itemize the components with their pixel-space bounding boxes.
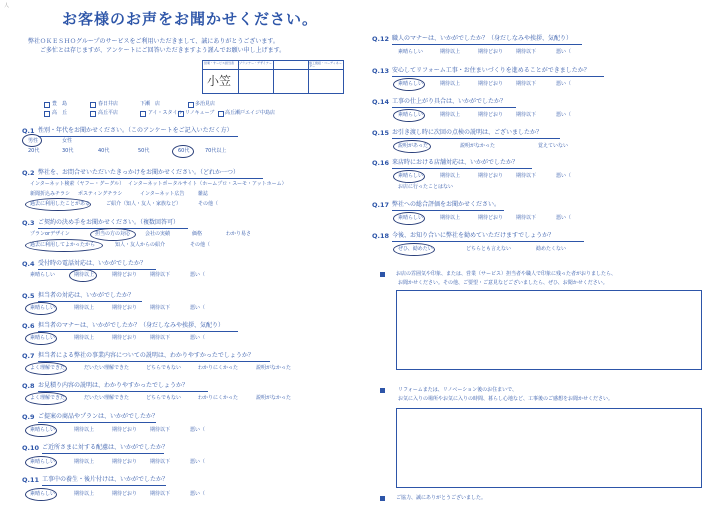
q4-opt[interactable]: 悪い（ bbox=[190, 272, 206, 278]
q8-opt[interactable]: 説明がなかった bbox=[256, 395, 292, 401]
q3-opt[interactable]: その他（ bbox=[190, 242, 211, 248]
answer-circle bbox=[25, 392, 67, 405]
q9-opt[interactable]: 期待以上 bbox=[74, 427, 95, 433]
q13-opt[interactable]: 期待以下 bbox=[516, 81, 537, 87]
answer-circle bbox=[25, 362, 67, 375]
q4-opt[interactable]: 素晴らしい bbox=[30, 272, 56, 278]
answer-circle bbox=[25, 239, 103, 252]
q11-opt[interactable]: 素晴らしい bbox=[30, 491, 56, 497]
free2-textbox[interactable] bbox=[396, 408, 702, 488]
q18-number: Q.18 bbox=[372, 232, 390, 240]
q10-underline bbox=[42, 453, 164, 454]
q6-text: 担当者のマナーは、いかがでしたか？（身だしなみや挨拶、気配り） bbox=[38, 322, 225, 329]
q10-opt[interactable]: 悪い（ bbox=[190, 459, 206, 465]
q17-opt[interactable]: 期待以下 bbox=[516, 215, 537, 221]
free2-prompt-1: リフォームまたは、リノベーション後のお住まいで、 bbox=[398, 387, 518, 393]
branch-label: 春日井店 bbox=[98, 101, 119, 107]
answer-circle bbox=[25, 302, 57, 315]
q13-number: Q.13 bbox=[372, 67, 390, 75]
q4-opt[interactable]: 期待どおり bbox=[112, 272, 138, 278]
q8-number: Q.8 bbox=[22, 382, 35, 390]
answer-circle bbox=[25, 198, 91, 211]
q2-opt[interactable]: 過去に利用したことがある bbox=[30, 201, 91, 207]
q5-opt[interactable]: 悪い（ bbox=[190, 305, 206, 311]
q9-underline bbox=[38, 422, 156, 423]
q12-opt[interactable]: 期待どおり bbox=[478, 49, 504, 55]
q13-opt[interactable]: 悪い（ bbox=[556, 81, 572, 87]
answer-circle bbox=[393, 243, 435, 256]
q3-opt[interactable]: 価格 bbox=[192, 231, 203, 237]
branch-label: 下瀬 店 bbox=[140, 101, 161, 107]
branch-checkbox[interactable] bbox=[44, 111, 50, 117]
q2-opt[interactable]: インターネット検索（ヤフー・グーグル） bbox=[30, 181, 125, 187]
q8-opt[interactable]: どちらでもない bbox=[146, 395, 181, 401]
q13-opt[interactable]: 期待以上 bbox=[440, 81, 461, 87]
q8-text: お見積り内容の説明は、わかりやすかったでしょうか？ bbox=[38, 382, 189, 389]
branch-checkbox[interactable] bbox=[44, 102, 50, 108]
q2-opt[interactable]: ご紹介（知人・友人・家族など） bbox=[106, 201, 182, 207]
q18-opt[interactable]: どちらとも言えない bbox=[466, 246, 512, 252]
q16-text: 来店時における店舗対応は、いかがでしたか？ bbox=[392, 159, 519, 166]
q9-opt[interactable]: 期待どおり bbox=[112, 427, 138, 433]
branch-label: 高丘平店 bbox=[98, 110, 119, 116]
q7-opt[interactable]: よく理解できた bbox=[30, 365, 66, 371]
q7-number: Q.7 bbox=[22, 352, 35, 360]
q2-opt[interactable]: インターネット広告 bbox=[140, 191, 185, 197]
q3-opt[interactable]: プランorデザイン bbox=[30, 231, 70, 237]
staff-col-divider bbox=[273, 61, 274, 93]
q9-opt[interactable]: 素晴らしい bbox=[30, 427, 56, 433]
page-title: お客様のお声をお聞かせください。 bbox=[62, 10, 319, 28]
q8-underline bbox=[38, 391, 208, 392]
q18-opt[interactable]: 勧めたくない bbox=[536, 246, 567, 252]
answer-circle bbox=[25, 424, 57, 437]
q6-opt[interactable]: 悪い（ bbox=[190, 335, 206, 341]
q11-opt[interactable]: 期待どおり bbox=[112, 491, 138, 497]
q1-age[interactable]: 20代 bbox=[28, 148, 40, 154]
q14-opt[interactable]: 期待以下 bbox=[516, 112, 537, 118]
answer-circle bbox=[25, 488, 57, 501]
q10-opt[interactable]: 期待以上 bbox=[74, 459, 95, 465]
q15-opt[interactable]: 説明がなかった bbox=[460, 143, 496, 149]
q16-opt[interactable]: 期待以下 bbox=[516, 173, 537, 179]
q3-text: ご契約の決め手をお聞かせください。（複数回答可） bbox=[38, 219, 180, 226]
branch-checkbox[interactable] bbox=[90, 111, 96, 117]
q10-text: ご近所さまに対する配慮は、いかがでしたか？ bbox=[42, 444, 169, 451]
q1-opt-male[interactable]: 男性 bbox=[28, 138, 39, 144]
q7-opt[interactable]: 説明がなかった bbox=[256, 365, 292, 371]
q10-opt[interactable]: 期待どおり bbox=[112, 459, 138, 465]
q1-underline bbox=[38, 136, 238, 137]
bullet-square-icon bbox=[380, 272, 385, 277]
branch-checkbox[interactable] bbox=[218, 111, 224, 117]
q4-number: Q.4 bbox=[22, 260, 35, 268]
q5-opt[interactable]: 期待以上 bbox=[74, 305, 95, 311]
q17-opt[interactable]: 期待どおり bbox=[478, 215, 504, 221]
q14-opt[interactable]: 素晴らしい bbox=[398, 112, 424, 118]
q17-number: Q.17 bbox=[372, 201, 390, 209]
corner-mark: 人 bbox=[4, 3, 10, 9]
q5-opt[interactable]: 期待どおり bbox=[112, 305, 138, 311]
q1-age[interactable]: 30代 bbox=[62, 148, 74, 154]
q2-opt[interactable]: 新聞折込みチラシ bbox=[30, 191, 71, 197]
q13-opt[interactable]: 素晴らしい bbox=[398, 81, 424, 87]
q3-number: Q.3 bbox=[22, 219, 35, 227]
q2-opt[interactable]: ポスティングチラシ bbox=[78, 191, 123, 197]
intro-line-2: ご多忙とは存じますが、アンケートにご回答いただきますよう謹んでお願い申し上げます。 bbox=[40, 47, 286, 54]
branch-checkbox[interactable] bbox=[90, 102, 96, 108]
q1-age[interactable]: 40代 bbox=[98, 148, 110, 154]
answer-circle bbox=[393, 78, 425, 91]
staff-col-divider bbox=[238, 61, 239, 93]
branch-label: 多治見店 bbox=[195, 101, 216, 107]
answer-circle bbox=[393, 170, 425, 183]
q1-opt-female[interactable]: 女性 bbox=[62, 138, 73, 144]
q10-opt[interactable]: 期待以下 bbox=[150, 459, 171, 465]
branch-checkbox[interactable] bbox=[188, 102, 194, 108]
free1-prompt-1: お店の雰囲気や印象、または、営業（サービス）担当者や職人で印象に残った者がおりましたら、 bbox=[396, 271, 617, 277]
q8-opt[interactable]: だいたい理解できた bbox=[84, 395, 130, 401]
q15-opt[interactable]: 覚えていない bbox=[538, 143, 569, 149]
q2-text: 弊社を、お問合せいただいたきっかけをお聞かせください。（どれか一つ） bbox=[38, 169, 240, 176]
q4-opt[interactable]: 期待以下 bbox=[150, 272, 171, 278]
closing-text: ご協力、誠にありがとうございました。 bbox=[396, 495, 487, 501]
q2-underline bbox=[38, 178, 263, 179]
free1-prompt-2: お聞かせください。その他、ご要望・ご意見などございましたら、ぜひ、お聞かせください。 bbox=[398, 280, 608, 286]
q2-opt[interactable]: その他（ bbox=[198, 201, 219, 207]
q11-underline bbox=[42, 485, 166, 486]
q3-opt[interactable]: 知人・友人からの紹介 bbox=[115, 242, 166, 248]
q7-text: 担当者による弊社の事業内容についての説明は、わかりやすかったでしょうか？ bbox=[38, 352, 254, 359]
q4-opt[interactable]: 期待以上 bbox=[74, 272, 95, 278]
q6-number: Q.6 bbox=[22, 322, 35, 330]
q15-text: お引き渡し時に次回の点検の説明は、ございましたか？ bbox=[392, 129, 543, 136]
branch-checkbox[interactable] bbox=[178, 111, 184, 117]
q9-opt[interactable]: 悪い（ bbox=[190, 427, 206, 433]
q14-opt[interactable]: 悪い（ bbox=[556, 112, 572, 118]
q12-underline bbox=[392, 44, 582, 45]
q5-number: Q.5 bbox=[22, 292, 35, 300]
q9-text: ご提案の商品やプランは、いかがでしたか？ bbox=[38, 413, 159, 420]
q11-opt[interactable]: 悪い（ bbox=[190, 491, 206, 497]
answer-circle bbox=[172, 145, 194, 158]
q12-number: Q.12 bbox=[372, 35, 390, 43]
q16-opt[interactable]: 期待以上 bbox=[440, 173, 461, 179]
branch-checkbox[interactable] bbox=[140, 111, 146, 117]
q5-text: 担当者の対応は、いかがでしたか？ bbox=[38, 292, 135, 299]
q2-opt[interactable]: 雑誌 bbox=[198, 191, 209, 197]
q14-number: Q.14 bbox=[372, 98, 390, 106]
staff-name-handwritten: 小笠 bbox=[207, 74, 232, 88]
q6-opt[interactable]: 期待以上 bbox=[74, 335, 95, 341]
staff-table bbox=[202, 60, 344, 94]
q14-underline bbox=[392, 107, 516, 108]
q7-opt[interactable]: どちらでもない bbox=[146, 365, 181, 371]
q3-opt[interactable]: 会社の実績 bbox=[145, 231, 171, 237]
answer-circle bbox=[393, 109, 425, 122]
q12-opt[interactable]: 素晴らしい bbox=[398, 49, 424, 55]
branch-label: アイ・スタイル bbox=[148, 110, 183, 116]
q2-number: Q.2 bbox=[22, 169, 35, 177]
q4-underline bbox=[38, 269, 156, 270]
q3-opt[interactable]: 担当の方の対応 bbox=[95, 231, 131, 237]
q6-opt[interactable]: 素晴らしい bbox=[30, 335, 56, 341]
answer-circle bbox=[69, 269, 97, 282]
q4-text: 受付時の電話対応は、いかがでしたか？ bbox=[38, 260, 147, 267]
q11-number: Q.11 bbox=[22, 476, 40, 484]
q3-opt[interactable]: わかり易さ bbox=[226, 231, 252, 237]
q14-text: 工事の仕上がり具合は、いかがでしたか？ bbox=[392, 98, 507, 105]
staff-header-planner: プランナー・デザイナー bbox=[239, 61, 272, 65]
q12-opt[interactable]: 期待以下 bbox=[516, 49, 537, 55]
free1-textbox[interactable] bbox=[396, 290, 702, 370]
answer-circle bbox=[25, 456, 57, 469]
q18-opt[interactable]: ぜひ、勧めたい bbox=[398, 246, 433, 252]
q13-opt[interactable]: 期待どおり bbox=[478, 81, 504, 87]
q12-text: 職人のマナーは、いかがでしたか？（身だしなみや挨拶、気配り） bbox=[392, 35, 573, 42]
q8-opt[interactable]: わかりにくかった bbox=[198, 395, 239, 401]
answer-circle bbox=[393, 140, 431, 153]
q8-opt[interactable]: よく理解できた bbox=[30, 395, 66, 401]
q3-opt[interactable]: 過去に利用してよかったから bbox=[30, 242, 96, 248]
q18-text: 今後、お知り合いに弊社を勧めていただけますでしょうか？ bbox=[392, 232, 555, 239]
q17-underline bbox=[392, 210, 504, 211]
q16-underline bbox=[392, 168, 532, 169]
branch-label: 高 丘 bbox=[52, 110, 68, 116]
q5-opt[interactable]: 素晴らしい bbox=[30, 305, 56, 311]
q18-underline bbox=[392, 241, 584, 242]
q17-text: 弊社への総合評価をお聞かせください。 bbox=[392, 201, 501, 208]
answer-circle bbox=[393, 212, 425, 225]
q10-opt[interactable]: 素晴らしい bbox=[30, 459, 56, 465]
q1-number: Q.1 bbox=[22, 127, 35, 135]
q14-opt[interactable]: 期待以上 bbox=[440, 112, 461, 118]
branch-label: 高丘瀬戸エイジ中島店 bbox=[225, 110, 276, 116]
free2-prompt-2: お気に入りの場所やお気に入りの時間、暮らし心地など、工事後のご感想をお聞かせください。 bbox=[398, 396, 614, 402]
answer-circle bbox=[25, 332, 57, 345]
q17-opt[interactable]: 期待以上 bbox=[440, 215, 461, 221]
intro-line-1: 弊社ＯＫＥＳＨＯグループのサービスをご利用いただきまして、誠にありがとうございます。 bbox=[28, 38, 279, 45]
q16-number: Q.16 bbox=[372, 159, 390, 167]
q11-opt[interactable]: 期待以上 bbox=[74, 491, 95, 497]
q7-opt[interactable]: だいたい理解できた bbox=[84, 365, 130, 371]
bullet-square-icon bbox=[380, 388, 385, 393]
branch-label: 豊 島 bbox=[52, 101, 68, 107]
q12-opt[interactable]: 期待以上 bbox=[440, 49, 461, 55]
staff-header-coordinator: 施工統括・コーディネーター bbox=[309, 61, 342, 68]
q7-underline bbox=[38, 361, 270, 362]
q2-opt[interactable]: インターネットポータルサイト（ホームプロ・スーモ・アットホーム） bbox=[128, 181, 287, 187]
q9-opt[interactable]: 期待以下 bbox=[150, 427, 171, 433]
q16-opt[interactable]: 期待どおり bbox=[478, 173, 504, 179]
q9-number: Q.9 bbox=[22, 413, 35, 421]
q1-text: 性別・年代をお聞かせください。（このアンケートをご記入いただく方） bbox=[38, 127, 233, 134]
answer-circle bbox=[22, 134, 42, 147]
q11-text: 工事中の養生・後片付けは、いかがでしたか？ bbox=[42, 476, 169, 483]
bullet-square-icon bbox=[380, 496, 385, 501]
branch-label: リノキューブ bbox=[185, 110, 215, 116]
answer-circle bbox=[90, 228, 136, 241]
q17-opt[interactable]: 悪い（ bbox=[556, 215, 572, 221]
q6-opt[interactable]: 期待どおり bbox=[112, 335, 138, 341]
q13-underline bbox=[392, 76, 604, 77]
q12-opt[interactable]: 悪い（ bbox=[556, 49, 572, 55]
q16-opt[interactable]: 素晴らしい bbox=[398, 173, 424, 179]
q17-opt[interactable]: 素晴らしい bbox=[398, 215, 424, 221]
q6-opt[interactable]: 期待以下 bbox=[150, 335, 171, 341]
q1-age[interactable]: 50代 bbox=[138, 148, 150, 154]
staff-header-sales: 営業・サービス担当者 bbox=[204, 61, 235, 65]
q16-opt[interactable]: 悪い（ bbox=[556, 173, 572, 179]
q7-opt[interactable]: わかりにくかった bbox=[198, 365, 239, 371]
q15-number: Q.15 bbox=[372, 129, 390, 137]
q1-age[interactable]: 70代以上 bbox=[205, 148, 227, 154]
q14-opt[interactable]: 期待どおり bbox=[478, 112, 504, 118]
q5-underline bbox=[38, 301, 142, 302]
q15-underline bbox=[392, 138, 560, 139]
q5-opt[interactable]: 期待以下 bbox=[150, 305, 171, 311]
q13-text: 安心してリフォーム工事・お住まいづくりを進めることができましたか？ bbox=[392, 67, 590, 74]
q16-opt-extra[interactable]: お店に行ったことはない bbox=[398, 184, 454, 190]
q11-opt[interactable]: 期待以下 bbox=[150, 491, 171, 497]
q1-age[interactable]: 60代 bbox=[178, 148, 190, 154]
q6-underline bbox=[38, 331, 238, 332]
q15-opt[interactable]: 説明があった bbox=[398, 143, 428, 149]
q10-number: Q.10 bbox=[22, 444, 40, 452]
